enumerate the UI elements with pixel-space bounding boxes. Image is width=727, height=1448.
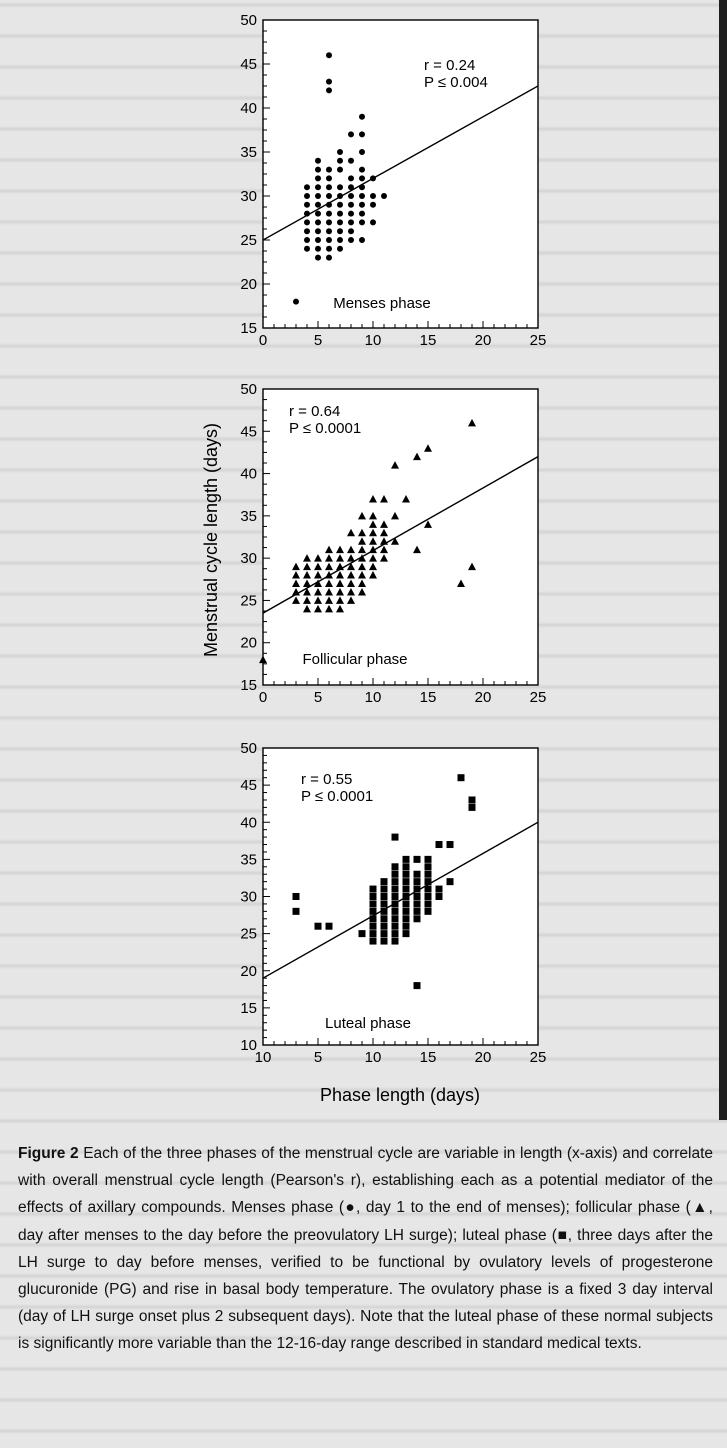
y-tick-label: 50 (240, 740, 257, 757)
x-tick-label: 15 (419, 689, 437, 706)
y-tick-label: 15 (240, 677, 257, 694)
x-tick-label: 20 (474, 689, 492, 706)
x-tick-label: 15 (419, 332, 437, 349)
data-point-circle (370, 175, 376, 181)
data-point-circle (315, 158, 321, 164)
x-tick-label: 5 (313, 689, 323, 706)
data-point-square (458, 774, 465, 781)
data-point-circle (337, 202, 343, 208)
data-point-circle (359, 184, 365, 190)
panel-triangle-2 (240, 381, 546, 706)
data-point-square (392, 900, 399, 907)
x-tick-label: 25 (529, 689, 547, 706)
data-point-circle (337, 246, 343, 252)
data-point-circle (337, 158, 343, 164)
data-point-circle (315, 255, 321, 261)
data-point-square (403, 923, 410, 930)
data-point-square (414, 856, 421, 863)
data-point-square (403, 893, 410, 900)
y-tick-label: 50 (240, 12, 257, 29)
data-point-square (403, 863, 410, 870)
data-point-circle (359, 149, 365, 155)
data-point-circle (348, 158, 354, 164)
data-point-circle (315, 237, 321, 243)
data-point-square (392, 886, 399, 893)
y-tick-label: 30 (240, 888, 257, 906)
data-point-circle (348, 219, 354, 225)
data-point-square (403, 900, 410, 907)
data-point-circle (326, 79, 332, 85)
phase-name-label: Menses phase (333, 295, 431, 312)
data-point-square (370, 930, 377, 937)
chart-panels (240, 12, 546, 1066)
plot-frame (263, 20, 538, 328)
data-point-circle (326, 219, 332, 225)
data-point-square (403, 886, 410, 893)
data-point-square (403, 915, 410, 922)
data-point-square (436, 893, 443, 900)
p-value-label: P ≤ 0.0001 (289, 420, 362, 437)
data-point-square (381, 878, 388, 885)
data-point-square (414, 878, 421, 885)
data-point-circle (348, 202, 354, 208)
y-tick-label: 25 (240, 232, 257, 249)
data-point-square (293, 893, 300, 900)
data-point-circle (326, 193, 332, 199)
data-point-circle (326, 246, 332, 252)
data-point-circle (337, 167, 343, 173)
data-point-square (425, 893, 432, 900)
data-point-square (326, 923, 333, 930)
data-point-square (370, 900, 377, 907)
data-point-circle (359, 114, 365, 120)
data-point-square (425, 863, 432, 870)
data-point-square (370, 915, 377, 922)
data-point-circle (315, 211, 321, 217)
y-tick-label: 30 (240, 188, 257, 205)
y-tick-label: 45 (240, 423, 257, 441)
data-point-square (403, 878, 410, 885)
data-point-square (381, 930, 388, 937)
y-tick-label: 35 (240, 851, 257, 869)
data-point-circle (293, 299, 299, 305)
y-tick-label: 25 (240, 592, 257, 610)
x-tick-label: 10 (364, 689, 382, 706)
data-point-circle (315, 246, 321, 252)
phase-name-label: Luteal phase (325, 1015, 411, 1032)
data-point-circle (359, 237, 365, 243)
y-tick-label: 15 (240, 999, 257, 1017)
data-point-circle (370, 193, 376, 199)
data-point-square (381, 908, 388, 915)
data-point-square (392, 930, 399, 937)
data-point-square (414, 886, 421, 893)
data-point-square (381, 938, 388, 945)
data-point-circle (315, 167, 321, 173)
y-tick-label: 20 (240, 634, 257, 652)
x-tick-label: 25 (529, 1049, 547, 1066)
phase-name-label: Follicular phase (302, 651, 408, 668)
data-point-circle (348, 193, 354, 199)
data-point-circle (337, 219, 343, 225)
data-point-square (403, 871, 410, 878)
data-point-square (370, 886, 377, 893)
data-point-circle (315, 175, 321, 181)
data-point-circle (304, 202, 310, 208)
caption-label: Figure 2 (18, 1145, 79, 1162)
x-tick-label: 5 (313, 1049, 323, 1066)
data-point-square (403, 930, 410, 937)
data-point-circle (326, 202, 332, 208)
figure-caption (18, 1140, 713, 1358)
data-point-circle (304, 219, 310, 225)
y-tick-label: 20 (240, 276, 257, 293)
data-point-square (392, 834, 399, 841)
data-point-square (414, 982, 421, 989)
data-point-circle (315, 184, 321, 190)
data-point-square (370, 908, 377, 915)
data-point-square (381, 893, 388, 900)
data-point-square (414, 871, 421, 878)
data-point-circle (337, 184, 343, 190)
data-point-circle (381, 193, 387, 199)
data-point-square (293, 908, 300, 915)
data-point-square (414, 908, 421, 915)
correlation-r-label: r = 0.24 (424, 57, 476, 74)
data-point-square (425, 878, 432, 885)
data-point-square (447, 878, 454, 885)
data-point-square (425, 886, 432, 893)
data-point-square (425, 856, 432, 863)
data-point-square (392, 908, 399, 915)
correlation-r-label: r = 0.64 (289, 403, 341, 420)
data-point-square (359, 930, 366, 937)
data-point-circle (337, 237, 343, 243)
data-point-square (414, 900, 421, 907)
y-tick-label: 25 (240, 925, 257, 943)
p-value-label: P ≤ 0.004 (424, 74, 488, 91)
data-point-circle (359, 211, 365, 217)
data-point-circle (337, 211, 343, 217)
x-tick-label: 10 (364, 1049, 382, 1066)
x-axis-title: Phase length (days) (319, 1085, 481, 1105)
data-point-circle (326, 184, 332, 190)
data-point-square (425, 908, 432, 915)
data-point-circle (315, 219, 321, 225)
data-point-circle (359, 193, 365, 199)
x-tick-label: 20 (474, 332, 492, 349)
data-point-circle (304, 228, 310, 234)
data-point-circle (348, 184, 354, 190)
data-point-square (392, 893, 399, 900)
data-point-circle (337, 149, 343, 155)
data-point-circle (348, 211, 354, 217)
data-point-circle (337, 228, 343, 234)
y-tick-label: 30 (240, 550, 257, 568)
data-point-circle (359, 175, 365, 181)
data-point-circle (304, 237, 310, 243)
data-point-square (381, 923, 388, 930)
data-point-square (381, 886, 388, 893)
panel-square-3 (240, 740, 546, 1066)
data-point-square (381, 900, 388, 907)
x-tick-label: 20 (474, 1049, 492, 1066)
data-point-square (392, 915, 399, 922)
data-point-circle (304, 246, 310, 252)
y-tick-label: 40 (240, 100, 257, 117)
data-point-circle (370, 202, 376, 208)
y-tick-label: 40 (240, 465, 257, 483)
data-point-square (392, 923, 399, 930)
data-point-square (403, 908, 410, 915)
p-value-label: P ≤ 0.0001 (301, 788, 374, 805)
data-point-square (315, 923, 322, 930)
data-point-square (436, 886, 443, 893)
data-point-circle (326, 167, 332, 173)
data-point-square (392, 938, 399, 945)
x-tick-label: 15 (419, 1049, 437, 1066)
data-point-circle (359, 202, 365, 208)
data-point-circle (348, 228, 354, 234)
data-point-circle (326, 228, 332, 234)
data-point-circle (359, 219, 365, 225)
data-point-circle (326, 255, 332, 261)
data-point-square (392, 863, 399, 870)
data-point-square (447, 841, 454, 848)
data-point-circle (370, 219, 376, 225)
y-tick-label: 45 (240, 56, 257, 73)
data-point-square (403, 856, 410, 863)
data-point-square (370, 893, 377, 900)
data-point-circle (326, 211, 332, 217)
y-tick-label: 35 (240, 507, 257, 525)
data-point-square (370, 923, 377, 930)
data-point-circle (304, 211, 310, 217)
caption-text: Each of the three phases of the menstrual cycle are variable in length (x-axis) and correlate with overall menstrual cycle length (Pearson's r), establishing each as a potential mediator of the effects of axillary compounds. Menses phase (●, day 1 to the end of menses); follicular phase (▲, day after menses to the day before the preovulatory LH surge); luteal phase (■, three days after the LH surge to day before menses, verified to be functional by ovulatory levels of progesterone glucuronide (PG) and rise in basal body temperature. The ovulatory phase is a fixed 3 day interval (day of LH surge onset plus 2 subsequent days). Note that the luteal phase of these normal subjects is significantly more variable than the 12-16-day range described in standard medical texts. (18, 1145, 713, 1353)
data-point-circle (326, 237, 332, 243)
y-tick-label: 15 (240, 320, 257, 337)
y-tick-label: 10 (240, 1037, 257, 1054)
data-point-square (425, 900, 432, 907)
y-axis-title: Menstrual cycle length (days) (201, 422, 221, 658)
panel-circle-1 (240, 12, 546, 349)
data-point-square (381, 915, 388, 922)
data-point-circle (348, 237, 354, 243)
data-point-circle (359, 131, 365, 137)
y-tick-label: 35 (240, 144, 257, 161)
x-tick-label: 0 (258, 689, 268, 706)
data-point-circle (326, 175, 332, 181)
data-point-circle (304, 184, 310, 190)
data-point-square (414, 915, 421, 922)
data-point-square (436, 841, 443, 848)
data-point-square (392, 878, 399, 885)
data-point-circle (359, 167, 365, 173)
x-tick-label: 5 (313, 332, 323, 349)
data-point-square (469, 796, 476, 803)
data-point-square (469, 804, 476, 811)
y-tick-label: 40 (240, 814, 257, 832)
data-point-square (392, 871, 399, 878)
data-point-circle (337, 193, 343, 199)
data-point-circle (304, 193, 310, 199)
data-point-circle (326, 87, 332, 93)
x-tick-label: 10 (254, 1049, 272, 1066)
correlation-r-label: r = 0.55 (301, 771, 353, 788)
data-point-circle (315, 193, 321, 199)
data-point-circle (348, 131, 354, 137)
data-point-square (425, 871, 432, 878)
data-point-circle (315, 228, 321, 234)
data-point-circle (315, 202, 321, 208)
data-point-circle (326, 52, 332, 58)
y-tick-label: 20 (240, 962, 257, 980)
y-tick-label: 50 (240, 381, 257, 398)
y-tick-label: 45 (240, 777, 257, 795)
x-tick-label: 0 (258, 332, 268, 349)
data-point-circle (348, 175, 354, 181)
x-tick-label: 10 (364, 332, 382, 349)
data-point-square (414, 893, 421, 900)
data-point-square (370, 938, 377, 945)
x-tick-label: 25 (529, 332, 547, 349)
